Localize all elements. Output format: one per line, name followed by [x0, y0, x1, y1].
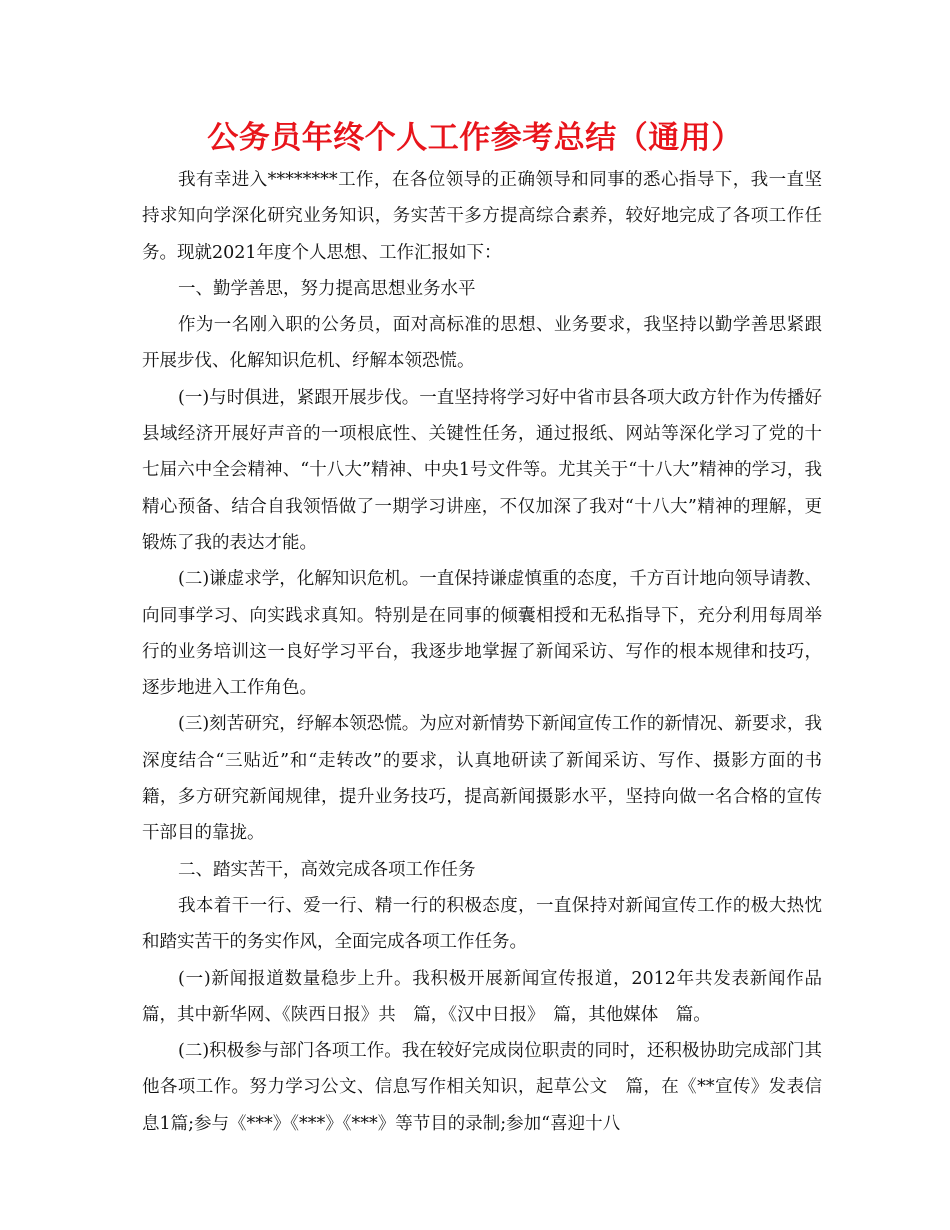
paragraph: 作为一名刚入职的公务员，面对高标准的思想、业务要求，我坚持以勤学善思紧跟开展步伐、化解知识危机、纾解本领恐慌。	[142, 315, 822, 372]
document-title: 公务员年终个人工作参考总结（通用）	[207, 120, 743, 156]
paragraph: (一)新闻报道数量稳步上升。我积极开展新闻宣传报道，2012年共发表新闻作品 篇，其中新华网、《陕西日报》共 篇，《汉中日报》 篇，其他媒体 篇。	[142, 968, 840, 1025]
paragraph-intro: 我有幸进入********工作，在各位领导的正确领导和同事的悉心指导下，我一直坚持求知向学深化研究业务知识，务实苦干多方提高综合素养，较好地完成了各项工作任务。现就2021年度个人思想、工作汇报如下：	[142, 170, 822, 263]
paragraph: 我本着干一行、爱一行、精一行的积极态度，一直保持对新闻宣传工作的极大热忱和踏实苦干的务实作风，全面完成各项工作任务。	[142, 895, 822, 953]
paragraph: (一)与时俱进，紧跟开展步伐。一直坚持将学习好中省市县各项大政方针作为传播好县域经济开展好声音的一项根底性、关键性任务，通过报纸、网站等深化学习了党的十七届六中全会精神、“十八大”精神、中央1号文件等。尤其关于“十八大”精神的学习，我精心预备、结合自我领悟做了一期学习讲座，不仅加深了我对“十八大”精神的理解，更锻炼了我的表达才能。	[142, 387, 822, 553]
section-heading-2: 二、踏实苦干，高效完成各项工作任务	[178, 859, 476, 880]
section-heading-1: 一、勤学善思，努力提高思想业务水平	[178, 278, 476, 299]
paragraph: (二)谦虚求学，化解知识危机。一直保持谦虚慎重的态度，千方百计地向领导请教、向同事学习、向实践求真知。特别是在同事的倾囊相授和无私指导下，充分利用每周举行的业务培训这一良好学习平台，我逐步地掌握了新闻采访、写作的根本规律和技巧，逐步地进入工作角色。	[142, 569, 822, 699]
paragraph: (三)刻苦研究，纾解本领恐慌。为应对新情势下新闻宣传工作的新情况、新要求，我深度结合“三贴近”和“走转改”的要求，认真地研读了新闻采访、写作、摄影方面的书籍，多方研究新闻规律，提升业务技巧，提高新闻摄影水平，坚持向做一名合格的宣传干部目的靠拢。	[142, 714, 822, 844]
document-body	[142, 162, 840, 1142]
paragraph: (二)积极参与部门各项工作。我在较好完成岗位职责的同时，还积极协助完成部门其他各项工作。努力学习公文、信息写作相关知识，起草公文 篇，在《**宣传》发表信息1篇;参与《***》《***》《***》等节目的录制;参加“喜迎十八	[142, 1041, 822, 1134]
